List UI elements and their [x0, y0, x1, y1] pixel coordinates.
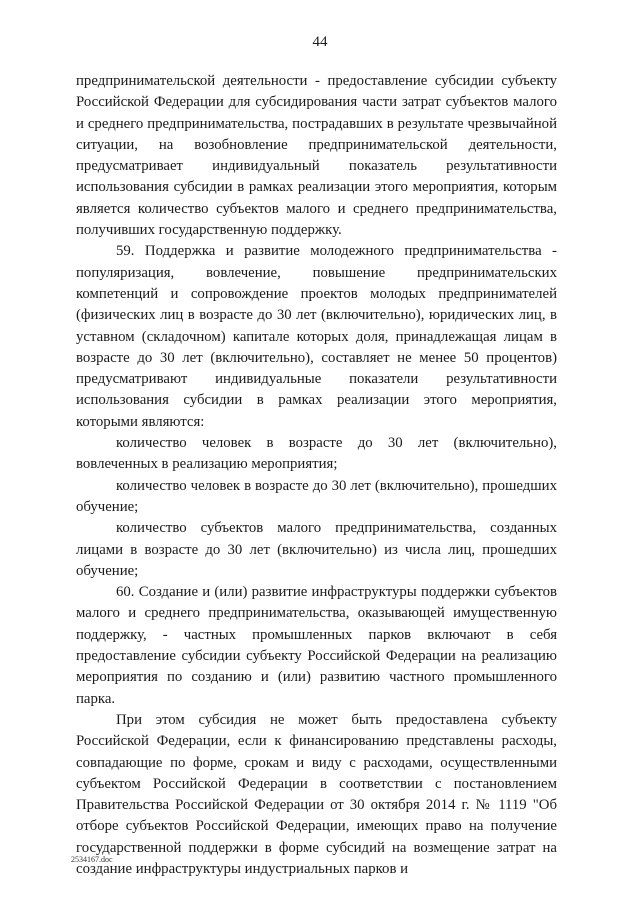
document-body — [76, 71, 557, 880]
paragraph-indicator-created: количество субъектов малого предпринимательства, созданных лицами в возрасте до 30 лет (включительно) из числа лиц, прошедших обучение; — [76, 520, 557, 579]
paragraph-indicator-involved: количество человек в возрасте до 30 лет (включительно), вовлеченных в реализацию мероприятия; — [76, 435, 557, 473]
paragraph-item-60: 60. Создание и (или) развитие инфраструктуры поддержки субъектов малого и среднего предпринимательства, оказывающей имущественную поддержку, - частных промышленных парков включают в себя предоставление субсидии субъекту Российской Федерации на реализацию мероприятия по созданию и (или) развитию частного промышленного парка. — [76, 584, 557, 707]
paragraph-item-59: 59. Поддержка и развитие молодежного предпринимательства - популяризация, вовлечение, повышение предпринимательских компетенций и сопровождение проектов молодых предпринимателей (физических лиц в возрасте до 30 лет (включительно), юридических лиц, в уставном (складочном) капитале которых доля, принадлежащая лицам в возрасте до 30 лет (включительно), составляет не менее 50 процентов) предусматривают индивидуальные показатели результативности использования субсидии в рамках реализации этого мероприятия, которыми являются: — [76, 243, 557, 430]
paragraph-continuation: предпринимательской деятельности - предоставление субсидии субъекту Российской Федерации для субсидирования части затрат субъектов малого и среднего предпринимательства, пострадавших в результате чрезвычайной ситуации, на возобновление предпринимательской деятельности, предусматривает индивидуальный показатель результативности использования субсидии в рамках реализации этого мероприятия, которым является количество субъектов малого и среднего предпринимательства, получивших государственную поддержку. — [76, 73, 557, 239]
paragraph-indicator-trained: количество человек в возрасте до 30 лет (включительно), прошедших обучение; — [76, 477, 557, 515]
document-file-code: 2534167.doc — [71, 855, 113, 864]
paragraph-subsidy-condition: При этом субсидия не может быть предоставлена субъекту Российской Федерации, если к финансированию представлены расходы, совпадающие по форме, срокам и виду с расходами, осуществленными субъектом Российской Федерации в соответствии с постановлением Правительства Российской Федерации от 30 октября 2014 г. № 1119 "Об отборе субъектов Российской Федерации, имеющих право на получение государственной поддержки в форме субсидий на возмещение затрат на создание инфраструктуры индустриальных парков и — [76, 711, 557, 877]
page-number: 44 — [312, 34, 328, 50]
